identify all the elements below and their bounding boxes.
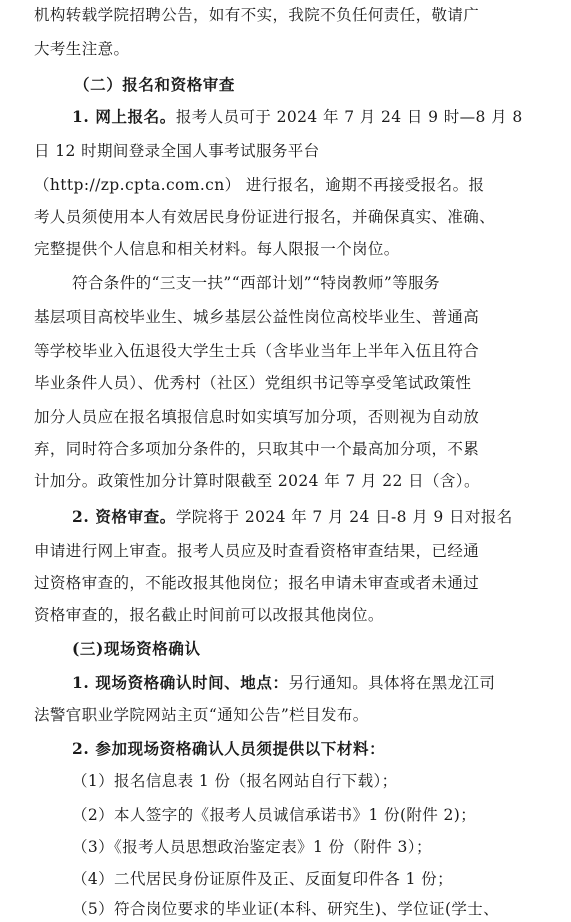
- text-line: [0, 506, 571, 530]
- text-span: 等学校毕业入伍退役大学生士兵（含毕业当年上半年入伍且符合: [34, 342, 480, 360]
- text-span: 申请进行网上审查。报考人员应及时查看资格审查结果，已经通: [34, 542, 480, 560]
- text-line: [0, 306, 571, 330]
- text-span: 法警官职业学院网站主页“通知公告”栏目发布。: [34, 706, 369, 724]
- text-line: [0, 340, 571, 364]
- bold-text: （二）报名和资格审查: [74, 75, 236, 94]
- text-span: 过资格审查的，不能改报其他岗位；报名申请未审查或者未通过: [34, 574, 480, 592]
- text-span: （2）本人签字的《报考人员诚信承诺书》1 份(附件 2)；: [72, 806, 477, 824]
- text-line: [0, 238, 571, 262]
- bold-text: 2. 资格审查。: [72, 507, 176, 526]
- bold-text: 1. 现场资格确认时间、地点：: [72, 673, 289, 692]
- text-line: [0, 738, 571, 762]
- text-line: [0, 898, 571, 922]
- text-line: [0, 4, 571, 28]
- bold-text: 1. 网上报名。: [72, 107, 176, 126]
- text-line: [0, 272, 571, 296]
- text-span: 考人员须使用本人有效居民身份证进行报名，并确保真实、准确、: [34, 208, 496, 226]
- text-span: 报考人员可于 2024 年 7 月 24 日 9 时—8 月 8: [175, 108, 523, 126]
- text-line: [0, 372, 571, 396]
- text-span: （http://zp.cpta.com.cn） 进行报名，逾期不再接受报名。报: [34, 176, 485, 194]
- text-line: [0, 804, 571, 828]
- text-line: [0, 604, 571, 628]
- text-span: 毕业条件人员）、优秀村（社区）党组织书记等享受笔试政策性: [34, 374, 472, 392]
- text-span: （3）《报考人员思想政治鉴定表》1 份（附件 3）；: [72, 838, 432, 856]
- text-line: [0, 140, 571, 164]
- bold-text: (三)现场资格确认: [72, 639, 201, 658]
- text-line: [0, 672, 571, 696]
- text-line: [0, 470, 571, 494]
- text-span: 另行通知。具体将在黑龙江司: [288, 674, 496, 692]
- text-line: [0, 868, 571, 892]
- text-line: [0, 770, 571, 794]
- text-line: [0, 174, 571, 198]
- text-line: [0, 406, 571, 430]
- text-span: 学院将于 2024 年 7 月 24 日-8 月 9 日对报名: [175, 508, 513, 526]
- text-span: 完整提供个人信息和相关材料。每人限报一个岗位。: [34, 240, 400, 258]
- text-line: [0, 74, 571, 98]
- text-span: 大考生注意。: [34, 40, 130, 58]
- text-span: 资格审查的，报名截止时间前可以改报其他岗位。: [34, 606, 384, 624]
- bold-text: 2. 参加现场资格确认人员须提供以下材料：: [72, 739, 386, 758]
- text-span: 弃，同时符合多项加分条件的，只取其中一个最高加分项，不累: [34, 440, 480, 458]
- text-line: [0, 836, 571, 860]
- text-line: [0, 438, 571, 462]
- text-line: [0, 638, 571, 662]
- text-line: [0, 38, 571, 62]
- text-span: 日 12 时期间登录全国人事考试服务平台: [34, 142, 320, 160]
- text-line: [0, 540, 571, 564]
- text-span: （4）二代居民身份证原件及正、反面复印件各 1 份；: [72, 870, 453, 888]
- text-line: [0, 572, 571, 596]
- text-line: [0, 206, 571, 230]
- text-span: 加分人员应在报名填报信息时如实填写加分项，否则视为自动放: [34, 408, 480, 426]
- text-span: 机构转载学院招聘公告，如有不实，我院不负任何责任，敬请广: [34, 6, 480, 24]
- text-span: 基层项目高校毕业生、城乡基层公益性岗位高校毕业生、普通高: [34, 308, 480, 326]
- text-line: [0, 106, 571, 130]
- text-span: 符合条件的“三支一扶”“西部计划”“特岗教师”等服务: [72, 274, 440, 292]
- text-line: [0, 704, 571, 728]
- text-span: （5）符合岗位要求的毕业证(本科、研究生)、学位证(学士、: [72, 900, 500, 918]
- text-span: 计加分。政策性加分计算时限截至 2024 年 7 月 22 日（含）。: [34, 472, 480, 490]
- text-span: （1）报名信息表 1 份（报名网站自行下载）；: [72, 772, 398, 790]
